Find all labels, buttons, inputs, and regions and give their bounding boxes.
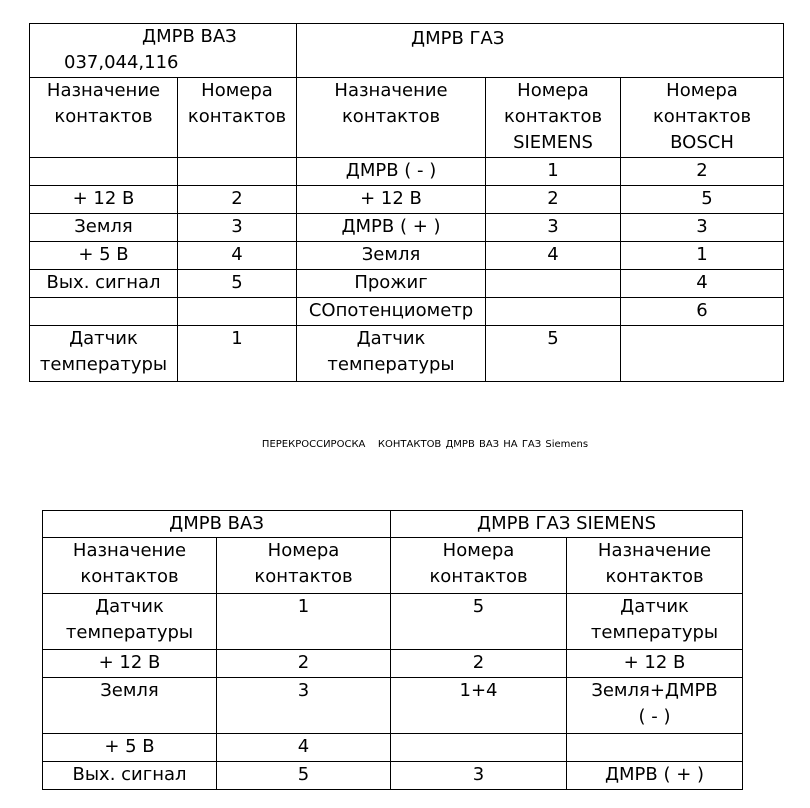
table-cell: 6 [621,298,784,326]
gaz-header-cell: ДМРВ ГАЗ [297,24,784,78]
table-cell: Датчик температуры [43,594,217,650]
table-cell: 3 [391,762,567,790]
column-header: Номера контактов [217,538,391,594]
table-row [43,762,743,790]
table-cell: 1 [178,326,297,382]
column-header: Назначение контактов [297,78,486,158]
table-cell: 1 [217,594,391,650]
table-row [30,298,784,326]
column-header: Назначение контактов [567,538,743,594]
table-cell: 1 [486,158,621,186]
table-row [30,326,784,382]
table-cell: Прожиг [297,270,486,298]
table-cell: Земля [30,214,178,242]
table-cell: + 12 В [43,650,217,678]
table-cell: 4 [621,270,784,298]
table-cell [621,326,784,382]
table-cell: + 12 В [297,186,486,214]
table-cell: 5 [391,594,567,650]
column-header: Назначение контактов [30,78,178,158]
table-cell: 4 [178,242,297,270]
table-cell: 2 [391,650,567,678]
table-cell: 5 [178,270,297,298]
table-cell: Земля [297,242,486,270]
table-cell: Вых. сигнал [30,270,178,298]
table-cell: 3 [621,214,784,242]
vaz-gaz-contact-table [29,23,784,382]
table-cell: ДМРВ ( + ) [567,762,743,790]
table-cell: Вых. сигнал [43,762,217,790]
table-cell: 3 [217,678,391,734]
vaz-header-models: 037,044,116 [64,52,179,73]
column-header: Номера контактов BOSCH [621,78,784,158]
table-row [30,186,784,214]
table-cell [567,734,743,762]
table-row [30,242,784,270]
table-cell: ДМРВ ( + ) [297,214,486,242]
table-cell [30,298,178,326]
table-cell: 3 [486,214,621,242]
table-cell [178,298,297,326]
table-cell: Датчик температуры [567,594,743,650]
table-cell: 1+4 [391,678,567,734]
table-cell: 5 [217,762,391,790]
column-header-row [30,78,784,158]
table-cell: 2 [178,186,297,214]
table-cell: 5 [486,326,621,382]
table-cell: Датчик температуры [297,326,486,382]
table-cell: 4 [486,242,621,270]
column-header: Номера контактов [391,538,567,594]
table-cell: + 5 В [30,242,178,270]
table-cell: Земля [43,678,217,734]
table-row [30,158,784,186]
table-cell: + 5 В [43,734,217,762]
table-header-row [30,24,784,78]
table-cell: 3 [178,214,297,242]
table-cell [391,734,567,762]
vaz-header-title: ДМРВ ВАЗ [142,26,237,47]
vaz-header-cell [30,24,297,78]
table-row [43,650,743,678]
column-header: Назначение контактов [43,538,217,594]
table-cell: 2 [621,158,784,186]
table-cell: 1 [621,242,784,270]
table-cell: Датчик температуры [30,326,178,382]
table-cell [178,158,297,186]
crossover-caption: ПЕРЕКРОССИРОСКА КОНТАКТОВ ДМРВ ВАЗ НА ГАЗ Siemens [261,439,589,450]
table-cell: СОпотенциометр [297,298,486,326]
table-cell: ДМРВ ( - ) [297,158,486,186]
table-cell: 2 [217,650,391,678]
table-row [43,678,743,734]
table-row [30,270,784,298]
table-cell: + 12 В [30,186,178,214]
table-cell: Земля+ДМРВ ( - ) [567,678,743,734]
column-header: Номера контактов [178,78,297,158]
table-row [43,594,743,650]
gaz-siemens-header-cell: ДМРВ ГАЗ SIEMENS [391,511,743,538]
table-row [43,734,743,762]
column-header: Номера контактов SIEMENS [486,78,621,158]
table-header-row [43,511,743,538]
table-cell [486,298,621,326]
column-header-row [43,538,743,594]
table-row [30,214,784,242]
table-cell: 4 [217,734,391,762]
table-cell: 5 [621,186,784,214]
table-cell: + 12 В [567,650,743,678]
table-cell [486,270,621,298]
table-cell [30,158,178,186]
crossover-table [42,510,743,790]
vaz-header-cell: ДМРВ ВАЗ [43,511,391,538]
table-cell: 2 [486,186,621,214]
